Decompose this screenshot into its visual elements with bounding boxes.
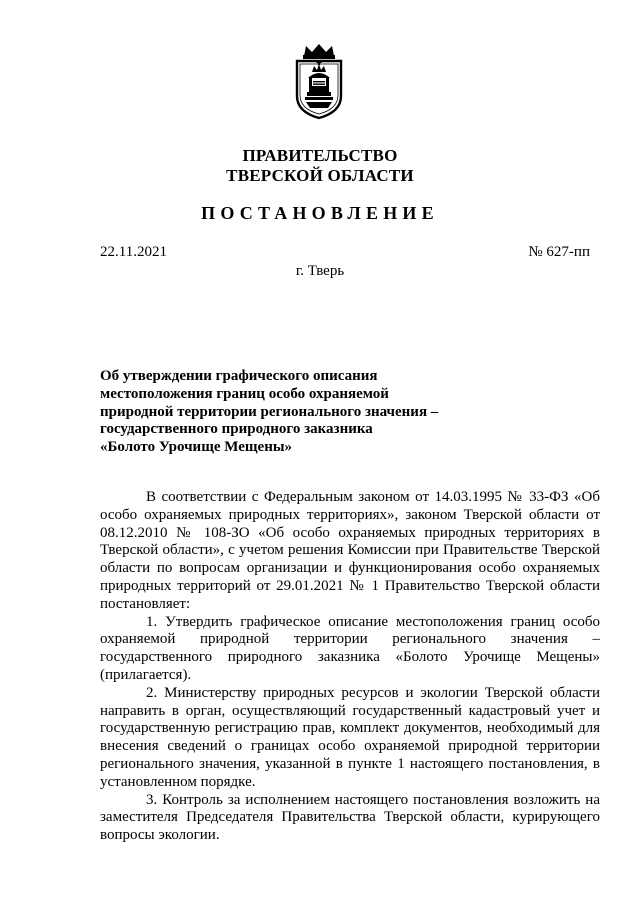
document-number: № 627-пп (528, 244, 590, 260)
clause-1-paragraph: 1. Утвердить графическое описание местоположения границ особо охраняемой природной территории регионального значения – государственного природного заказника «Болото Урочище Мещены» (прилагается). (100, 613, 600, 683)
document-city: г. Тверь (295, 263, 345, 279)
document-type: ПОСТАНОВЛЕНИЕ (201, 203, 439, 223)
title-line: «Болото Урочище Мещены» (100, 439, 293, 456)
document-date: 22.11.2021 (100, 244, 167, 260)
clause-3-paragraph: 3. Контроль за исполнением настоящего постановления возложить на заместителя Председателя Правительства Тверской области, курирующего вопросы экологии. (100, 791, 600, 844)
title-line: государственного природного заказника (100, 421, 373, 438)
title-line: местоположения границ особо охраняемой (100, 385, 389, 402)
document-title (100, 368, 440, 457)
title-line: природной территории регионального значения – (100, 403, 439, 420)
title-line: Об утверждении графического описания (100, 368, 378, 384)
clause-2-paragraph: 2. Министерству природных ресурсов и экологии Тверской области направить в орган, осуществляющий государственный кадастровый учет и государственную регистрацию прав, комплект документов, необходимый для внесения сведений о границах особо охраняемой природной территории регионального значения, указанной в пункте 1 настоящего постановления, в установленном порядке. (100, 684, 600, 790)
organization-name-line1: ПРАВИТЕЛЬСТВО (242, 146, 398, 165)
coat-of-arms-icon (290, 42, 348, 120)
preamble-paragraph: В соответствии с Федеральным законом от 14.03.1995 № 33-ФЗ «Об особо охраняемых природных территориях», законом Тверской области от 08.12.2010 № 108-ЗО «Об особо охраняемых природных территориях в Тверской области», с учетом решения Комиссии при Правительстве Тверской области по вопросам организации и функционирования особо охраняемых природных территорий от 29.01.2021 № 1 Правительство Тверской области постановляет: (100, 489, 600, 612)
document-body (100, 489, 600, 845)
organization-name-line2: ТВЕРСКОЙ ОБЛАСТИ (226, 166, 414, 185)
